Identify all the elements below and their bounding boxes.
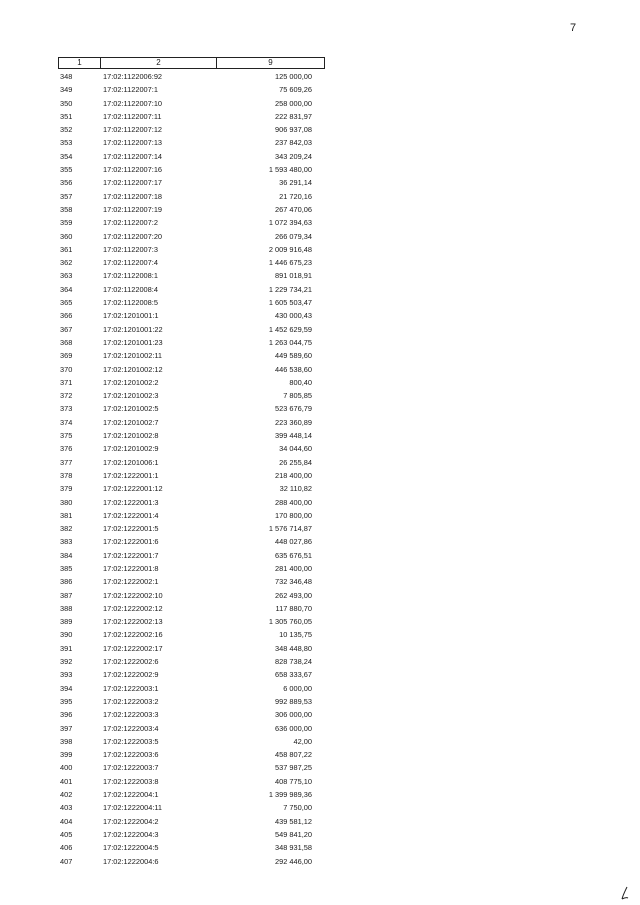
row-number: 402 <box>60 790 73 800</box>
table-row <box>58 496 338 509</box>
signature-mark <box>620 886 630 900</box>
amount: 7 805,85 <box>283 391 312 401</box>
amount: 266 079,34 <box>275 231 312 241</box>
table-row <box>58 615 338 628</box>
cadastral-number: 17:02:1122007:13 <box>103 138 163 148</box>
amount: 6 000,00 <box>283 683 312 693</box>
cadastral-number: 17:02:1122007:10 <box>103 98 163 108</box>
table-row <box>58 83 338 96</box>
amount: 267 470,06 <box>275 204 312 214</box>
amount: 2 009 916,48 <box>268 244 312 254</box>
amount: 800,40 <box>289 377 312 387</box>
row-number: 392 <box>60 657 73 667</box>
cadastral-number: 17:02:1222001:7 <box>103 550 159 560</box>
cadastral-number: 17:02:1201002:8 <box>103 431 159 441</box>
table-row <box>58 123 338 136</box>
row-number: 368 <box>60 337 73 347</box>
table-row <box>58 855 338 868</box>
row-number: 372 <box>60 391 73 401</box>
cadastral-number: 17:02:1222002:13 <box>103 617 163 627</box>
cadastral-number: 17:02:1122007:14 <box>103 151 163 161</box>
amount: 7 750,00 <box>283 803 312 813</box>
table-row <box>58 655 338 668</box>
amount: 449 589,60 <box>275 351 312 361</box>
amount: 1 263 044,75 <box>268 337 312 347</box>
table-row <box>58 549 338 562</box>
amount: 34 044,60 <box>279 444 312 454</box>
table-row <box>58 562 338 575</box>
row-number: 353 <box>60 138 73 148</box>
amount: 828 738,24 <box>275 657 312 667</box>
amount: 32 110,82 <box>279 484 312 494</box>
amount: 222 831,97 <box>275 111 312 121</box>
cadastral-number: 17:02:1122008:5 <box>103 298 158 308</box>
amount: 237 842,03 <box>275 138 312 148</box>
row-number: 377 <box>60 457 73 467</box>
table-row <box>58 522 338 535</box>
amount: 10 135,75 <box>279 630 312 640</box>
amount: 117 880,70 <box>275 603 312 613</box>
column-header-1: 1 <box>59 58 101 68</box>
amount: 1 229 734,21 <box>268 284 312 294</box>
cadastral-number: 17:02:1222001:4 <box>103 510 159 520</box>
amount: 170 800,00 <box>275 510 312 520</box>
amount: 1 576 714,87 <box>268 524 312 534</box>
amount: 26 255,84 <box>279 457 312 467</box>
amount: 1 399 989,36 <box>268 790 312 800</box>
table-row <box>58 509 338 522</box>
cadastral-number: 17:02:1222004:6 <box>103 856 159 866</box>
cadastral-number: 17:02:1122008:1 <box>103 271 158 281</box>
cadastral-number: 17:02:1201006:1 <box>103 457 159 467</box>
table-row <box>58 269 338 282</box>
row-number: 358 <box>60 204 73 214</box>
cadastral-number: 17:02:1122007:20 <box>103 231 163 241</box>
table-row <box>58 429 338 442</box>
table-row <box>58 97 338 110</box>
row-number: 399 <box>60 750 73 760</box>
cadastral-number: 17:02:1222002:17 <box>103 643 163 653</box>
row-number: 348 <box>60 72 73 81</box>
page-number: 7 <box>570 22 577 34</box>
row-number: 397 <box>60 723 73 733</box>
row-number: 380 <box>60 497 73 507</box>
row-number: 394 <box>60 683 73 693</box>
amount: 281 400,00 <box>275 563 312 573</box>
table-row <box>58 788 338 801</box>
row-number: 383 <box>60 537 73 547</box>
table-row <box>58 336 338 349</box>
cadastral-number: 17:02:1122007:18 <box>103 191 163 201</box>
row-number: 367 <box>60 324 73 334</box>
amount: 992 889,53 <box>275 696 312 706</box>
table-row <box>58 535 338 548</box>
cadastral-number: 17:02:1222003:1 <box>103 683 159 693</box>
cadastral-number: 17:02:1222003:3 <box>103 710 159 720</box>
table-row <box>58 389 338 402</box>
cadastral-number: 17:02:1122007:12 <box>103 125 163 135</box>
row-number: 405 <box>60 829 73 839</box>
row-number: 365 <box>60 298 73 308</box>
cadastral-number: 17:02:1222001:1 <box>103 470 159 480</box>
table-row <box>58 402 338 415</box>
cadastral-number: 17:02:1222001:3 <box>103 497 159 507</box>
amount: 408 775,10 <box>275 776 312 786</box>
row-number: 382 <box>60 524 73 534</box>
amount: 21 720,16 <box>279 191 312 201</box>
table-row <box>58 163 338 176</box>
table-body <box>58 70 338 868</box>
row-number: 404 <box>60 816 73 826</box>
table-row <box>58 642 338 655</box>
cadastral-number: 17:02:1222001:6 <box>103 537 159 547</box>
row-number: 370 <box>60 364 73 374</box>
row-number: 384 <box>60 550 73 560</box>
row-number: 349 <box>60 85 73 95</box>
table-row <box>58 682 338 695</box>
cadastral-number: 17:02:1122008:4 <box>103 284 158 294</box>
amount: 636 000,00 <box>275 723 312 733</box>
cadastral-number: 17:02:1222002:12 <box>103 603 163 613</box>
amount: 292 446,00 <box>275 856 312 866</box>
cadastral-number: 17:02:1222003:4 <box>103 723 159 733</box>
cadastral-number: 17:02:1222002:10 <box>103 590 163 600</box>
row-number: 354 <box>60 151 73 161</box>
table-row <box>58 203 338 216</box>
amount: 891 018,91 <box>275 271 312 281</box>
cadastral-number: 17:02:1222003:7 <box>103 763 159 773</box>
amount: 549 841,20 <box>275 829 312 839</box>
row-number: 373 <box>60 404 73 414</box>
table-row <box>58 828 338 841</box>
amount: 258 000,00 <box>275 98 312 108</box>
cadastral-number: 17:02:1222003:2 <box>103 696 159 706</box>
cadastral-number: 17:02:1222001:8 <box>103 563 159 573</box>
table-row <box>58 695 338 708</box>
column-header-9: 9 <box>268 58 273 67</box>
table-row <box>58 801 338 814</box>
table-row <box>58 136 338 149</box>
row-number: 366 <box>60 311 73 321</box>
cadastral-number: 17:02:1222003:8 <box>103 776 159 786</box>
amount: 732 346,48 <box>275 577 312 587</box>
cadastral-number: 17:02:1122007:19 <box>103 204 163 214</box>
cadastral-number: 17:02:1122007:3 <box>103 244 158 254</box>
amount: 262 493,00 <box>275 590 312 600</box>
row-number: 396 <box>60 710 73 720</box>
amount: 458 807,22 <box>275 750 312 760</box>
table-row <box>58 70 338 83</box>
cadastral-number: 17:02:1222002:16 <box>103 630 163 640</box>
cadastral-number: 17:02:1122007:1 <box>103 85 158 95</box>
row-number: 393 <box>60 670 73 680</box>
table-row <box>58 416 338 429</box>
table-row <box>58 176 338 189</box>
table-row <box>58 230 338 243</box>
cadastral-number: 17:02:1222004:3 <box>103 829 159 839</box>
amount: 635 676,51 <box>275 550 312 560</box>
table-row <box>58 456 338 469</box>
row-number: 352 <box>60 125 73 135</box>
row-number: 350 <box>60 98 73 108</box>
table-row <box>58 363 338 376</box>
amount: 1 593 480,00 <box>268 165 312 175</box>
table-row <box>58 668 338 681</box>
table-row <box>58 256 338 269</box>
cadastral-number: 17:02:1122007:11 <box>103 111 162 121</box>
cadastral-number: 17:02:1201002:11 <box>103 351 163 361</box>
cadastral-number: 17:02:1222004:11 <box>103 803 163 813</box>
amount: 906 937,08 <box>275 125 312 135</box>
row-number: 391 <box>60 643 73 653</box>
cadastral-number: 17:02:1201002:3 <box>103 391 159 401</box>
row-number: 364 <box>60 284 73 294</box>
cadastral-number: 17:02:1201001:23 <box>103 337 163 347</box>
row-number: 381 <box>60 510 73 520</box>
row-number: 361 <box>60 244 73 254</box>
row-number: 395 <box>60 696 73 706</box>
table-row <box>58 589 338 602</box>
table-header <box>58 57 325 69</box>
amount: 42,00 <box>293 736 312 746</box>
row-number: 371 <box>60 377 73 387</box>
amount: 537 987,25 <box>275 763 312 773</box>
amount: 1 605 503,47 <box>268 298 312 308</box>
amount: 36 291,14 <box>279 178 312 188</box>
table-row <box>58 761 338 774</box>
table-row <box>58 216 338 229</box>
row-number: 374 <box>60 417 73 427</box>
table-row <box>58 283 338 296</box>
row-number: 401 <box>60 776 73 786</box>
table-row <box>58 349 338 362</box>
table-row <box>58 309 338 322</box>
table-row <box>58 469 338 482</box>
row-number: 363 <box>60 271 73 281</box>
row-number: 390 <box>60 630 73 640</box>
cadastral-number: 17:02:1122007:17 <box>103 178 163 188</box>
cadastral-number: 17:02:1201002:9 <box>103 444 159 454</box>
amount: 658 333,67 <box>275 670 312 680</box>
amount: 399 448,14 <box>275 431 312 441</box>
row-number: 386 <box>60 577 73 587</box>
amount: 348 448,80 <box>275 643 312 653</box>
cadastral-number: 17:02:1201001:22 <box>103 324 163 334</box>
row-number: 388 <box>60 603 73 613</box>
table-row <box>58 376 338 389</box>
amount: 218 400,00 <box>275 470 312 480</box>
row-number: 407 <box>60 856 73 866</box>
cadastral-number: 17:02:1222001:12 <box>103 484 163 494</box>
row-number: 360 <box>60 231 73 241</box>
amount: 306 000,00 <box>275 710 312 720</box>
cadastral-number: 17:02:1222004:2 <box>103 816 159 826</box>
cadastral-number: 17:02:1222002:1 <box>103 577 159 587</box>
row-number: 362 <box>60 258 73 268</box>
cadastral-number: 17:02:1201002:2 <box>103 377 159 387</box>
table-row <box>58 243 338 256</box>
amount: 1 452 629,59 <box>268 324 312 334</box>
cadastral-number: 17:02:1201002:7 <box>103 417 159 427</box>
amount: 1 446 675,23 <box>268 258 312 268</box>
amount: 348 931,58 <box>275 843 312 853</box>
table-row <box>58 815 338 828</box>
row-number: 355 <box>60 165 73 175</box>
cadastral-number: 17:02:1222002:9 <box>103 670 159 680</box>
cadastral-number: 17:02:1222002:6 <box>103 657 159 667</box>
table-row <box>58 775 338 788</box>
amount: 125 000,00 <box>275 72 312 81</box>
amount: 288 400,00 <box>275 497 312 507</box>
cadastral-number: 17:02:1201001:1 <box>103 311 159 321</box>
row-number: 398 <box>60 736 73 746</box>
cadastral-number: 17:02:1222001:5 <box>103 524 159 534</box>
cadastral-number: 17:02:1122007:2 <box>103 218 158 228</box>
amount: 75 609,26 <box>279 85 312 95</box>
table-row <box>58 323 338 336</box>
cadastral-number: 17:02:1222003:6 <box>103 750 159 760</box>
row-number: 385 <box>60 563 73 573</box>
table-row <box>58 190 338 203</box>
row-number: 389 <box>60 617 73 627</box>
table-row <box>58 150 338 163</box>
row-number: 369 <box>60 351 73 361</box>
row-number: 379 <box>60 484 73 494</box>
row-number: 387 <box>60 590 73 600</box>
amount: 446 538,60 <box>275 364 312 374</box>
row-number: 356 <box>60 178 73 188</box>
table-row <box>58 708 338 721</box>
amount: 448 027,86 <box>275 537 312 547</box>
amount: 430 000,43 <box>275 311 312 321</box>
table-row <box>58 442 338 455</box>
amount: 1 305 760,05 <box>268 617 312 627</box>
row-number: 378 <box>60 470 73 480</box>
row-number: 400 <box>60 763 73 773</box>
cadastral-number: 17:02:1122006:92 <box>103 72 163 81</box>
cadastral-number: 17:02:1201002:5 <box>103 404 159 414</box>
row-number: 375 <box>60 431 73 441</box>
cadastral-number: 17:02:1222004:1 <box>103 790 159 800</box>
row-number: 357 <box>60 191 73 201</box>
row-number: 351 <box>60 111 73 121</box>
table-row <box>58 296 338 309</box>
table-row <box>58 602 338 615</box>
table-row <box>58 575 338 588</box>
table-row <box>58 628 338 641</box>
row-number: 376 <box>60 444 73 454</box>
table-row <box>58 110 338 123</box>
cadastral-number: 17:02:1122007:4 <box>103 258 158 268</box>
row-number: 406 <box>60 843 73 853</box>
cadastral-number: 17:02:1122007:16 <box>103 165 163 175</box>
cadastral-number: 17:02:1222004:5 <box>103 843 159 853</box>
table-row <box>58 722 338 735</box>
cadastral-number: 17:02:1222003:5 <box>103 736 159 746</box>
row-number: 359 <box>60 218 73 228</box>
table-row <box>58 841 338 854</box>
table-row <box>58 482 338 495</box>
column-header-2: 2 <box>101 58 217 68</box>
table-row <box>58 748 338 761</box>
table-row <box>58 735 338 748</box>
amount: 523 676,79 <box>275 404 312 414</box>
row-number: 403 <box>60 803 73 813</box>
amount: 223 360,89 <box>275 417 312 427</box>
amount: 1 072 394,63 <box>268 218 312 228</box>
amount: 343 209,24 <box>275 151 312 161</box>
amount: 439 581,12 <box>275 816 312 826</box>
cadastral-number: 17:02:1201002:12 <box>103 364 163 374</box>
